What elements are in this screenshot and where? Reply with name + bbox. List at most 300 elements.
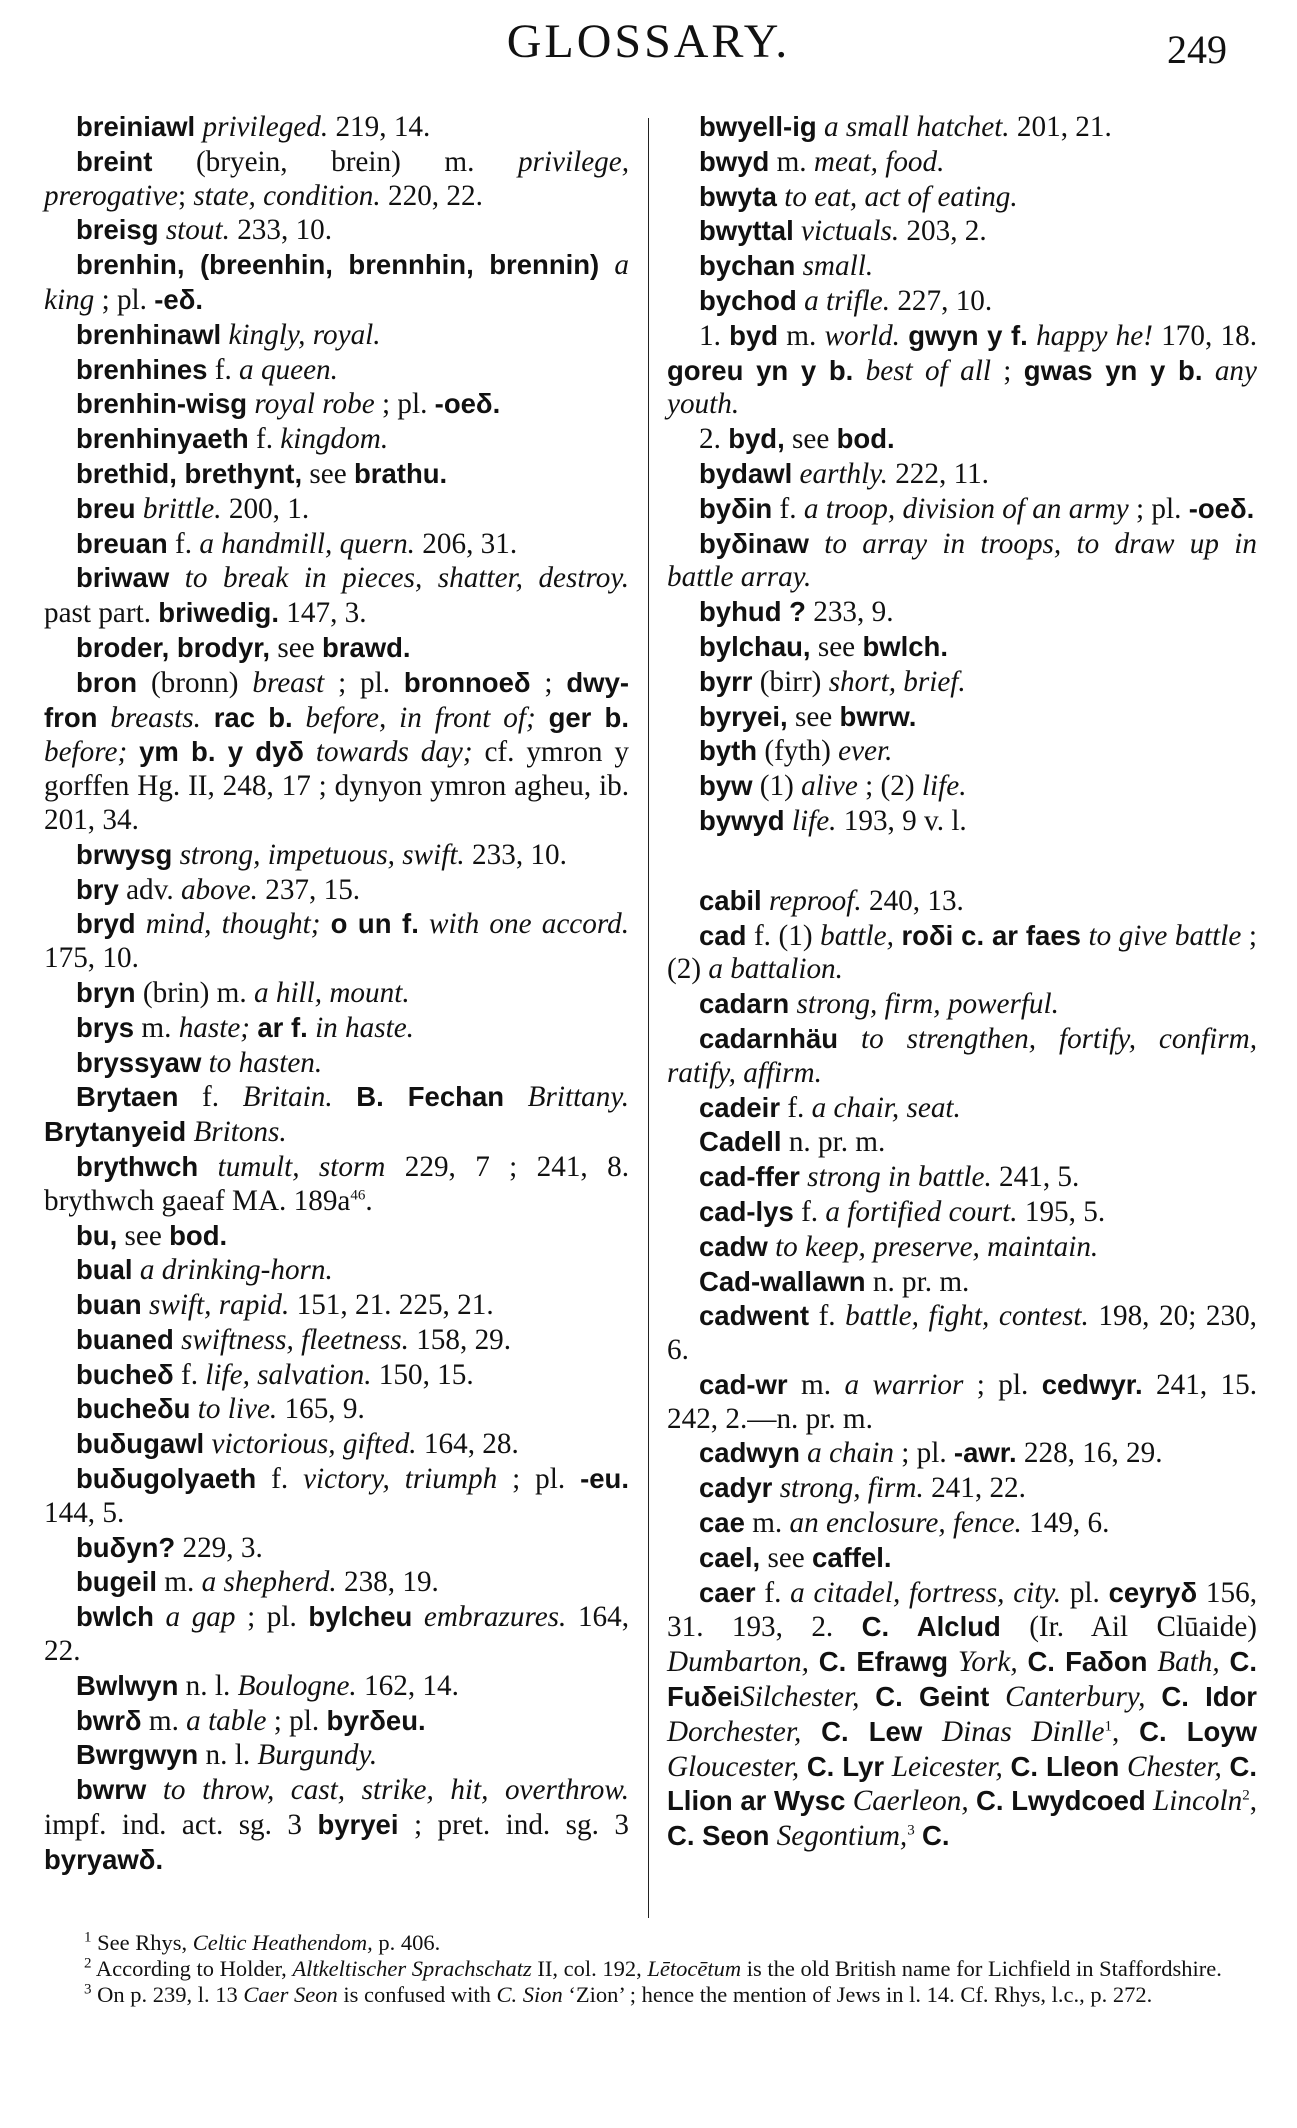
section-gap — [667, 839, 1257, 884]
gloss-text: Britons. — [186, 1116, 287, 1149]
headword: brenhin-wisg — [76, 388, 248, 420]
entry-text: 162, 14. — [356, 1669, 459, 1702]
glossary-entry — [667, 527, 1257, 596]
entry-text — [809, 1646, 819, 1678]
superscript: 1 — [1104, 1718, 1112, 1735]
entry-text: ; pl. — [963, 1368, 1042, 1401]
gloss-text: Dorchester, — [667, 1715, 802, 1748]
gloss-text: strong, impetuous, swift. — [172, 838, 465, 871]
headword: briwedig. — [158, 597, 279, 629]
footnote — [44, 1930, 1259, 1956]
entry-text: ; pl. — [893, 1437, 954, 1470]
glossary-entry — [667, 919, 1257, 988]
page-number: 249 — [1167, 27, 1227, 72]
superscript: 1 — [84, 1929, 92, 1946]
superscript: 3 — [84, 1981, 92, 1998]
gloss-text: Bath, — [1147, 1646, 1220, 1679]
superscript: 3 — [907, 1822, 915, 1839]
entry-text: impf. ind. act. sg. 3 — [44, 1809, 318, 1842]
headword: buδugolyaeth — [76, 1463, 257, 1495]
glossary-entry — [667, 1368, 1257, 1437]
entry-text: 220, 22. — [380, 179, 483, 212]
glossary-entry — [44, 873, 629, 908]
gloss-text: a hill, mount. — [253, 976, 410, 1009]
headword: cad-lys — [699, 1195, 794, 1227]
gloss-text: meat, food. — [813, 145, 945, 178]
glossary-entry — [44, 1600, 629, 1669]
glossary-entry — [667, 319, 1257, 422]
glossary-entry — [667, 249, 1257, 284]
headword: C. Seon — [667, 1820, 770, 1852]
glossary-entry — [667, 180, 1257, 215]
headword: bryssyaw — [76, 1046, 202, 1078]
entry-text: See Rhys, — [91, 1930, 193, 1955]
headword: breu — [76, 492, 136, 524]
gloss-text: a troop, division of an army — [803, 492, 1129, 525]
entry-text: 165, 9. — [277, 1393, 365, 1426]
glossary-entry — [667, 110, 1257, 145]
gloss-text: Burgundy. — [257, 1739, 378, 1772]
gloss-text: state, condition. — [193, 179, 381, 212]
gloss-text: Canterbury, — [989, 1681, 1146, 1714]
entry-text: 200, 1. — [221, 492, 310, 525]
headword: ym b. y dyδ — [139, 736, 304, 768]
entry-text: pl. — [1061, 1576, 1109, 1609]
headword: brwysg — [76, 838, 173, 870]
headword: bual — [76, 1254, 133, 1286]
gloss-text: to break in pieces, shatter, destroy. — [169, 562, 629, 595]
headword: breiniawl — [76, 111, 196, 142]
glossary-entry — [44, 213, 629, 248]
glossary-entry — [667, 987, 1257, 1022]
headword: bugeil — [76, 1566, 157, 1598]
entry-text: According to Holder, — [91, 1956, 293, 1981]
glossary-entry — [667, 1265, 1257, 1300]
entry-text: . — [365, 1184, 373, 1217]
entry-text: f. — [207, 353, 240, 386]
headword: bwrw. — [839, 700, 917, 732]
gloss-text: life. — [921, 770, 967, 803]
headword: Bwlwyn — [76, 1669, 179, 1701]
gloss-text: before; — [44, 736, 128, 769]
glossary-entry — [667, 1576, 1257, 1854]
entry-text: 193, 9 v. l. — [836, 804, 967, 837]
headword: bwlch — [76, 1601, 154, 1633]
headword: bychan — [699, 250, 796, 282]
entry-text: see — [117, 1219, 170, 1252]
entry-text — [859, 1681, 875, 1713]
headword: bywyd — [699, 804, 785, 836]
headword: bwyell-ig — [699, 111, 817, 142]
gloss-text: swiftness, fleetness. — [173, 1323, 409, 1356]
headword: brys — [76, 1011, 135, 1043]
headword: bucheδu — [76, 1393, 191, 1425]
entry-text: ; pl. — [374, 388, 435, 421]
entry-text: 149, 6. — [1021, 1507, 1110, 1540]
entry-text: 147, 3. — [279, 597, 367, 630]
gloss-text: to strengthen, fortify, confirm, ratify, affirm. — [667, 1022, 1257, 1089]
headword: byhud ? — [699, 596, 806, 628]
entry-text: On p. 239, l. 13 — [91, 1982, 244, 2007]
glossary-entry — [667, 665, 1257, 700]
headword: buan — [76, 1289, 142, 1321]
gloss-text: victorious, gifted. — [204, 1428, 417, 1461]
gloss-text: life, salvation. — [205, 1358, 372, 1391]
entry-text: m. — [769, 145, 814, 178]
glossary-entry — [44, 1011, 629, 1046]
entry-text: 241, 5. — [991, 1161, 1080, 1194]
headword: C. Lleon — [1010, 1750, 1120, 1782]
entry-text: n. l. — [178, 1669, 238, 1702]
glossary-entry — [667, 630, 1257, 665]
headword: bwrδ — [76, 1704, 142, 1736]
headword: brenhines — [76, 353, 208, 385]
glossary-entry — [44, 1773, 629, 1877]
footnote — [44, 1982, 1259, 2008]
headword: rac b. — [213, 701, 293, 733]
gloss-text: before, in front of; — [292, 701, 536, 734]
glossary-entry — [667, 457, 1257, 492]
headword: bwyd — [699, 145, 770, 177]
entry-text: see — [784, 423, 837, 456]
headword: bryd — [76, 908, 136, 940]
glossary-entry — [667, 1125, 1257, 1160]
headword: ar f. — [257, 1011, 308, 1043]
entry-text: 164, 22. — [44, 1601, 630, 1668]
headword: cadarn — [699, 988, 790, 1020]
entry-text: n. l. — [198, 1739, 258, 1772]
headword: cadwent — [699, 1300, 810, 1332]
entry-text — [969, 1785, 976, 1817]
headword: byrr — [699, 665, 753, 697]
entry-text: 164, 28. — [416, 1428, 519, 1461]
gloss-text: a trifle. — [796, 284, 891, 317]
entry-text — [1145, 1681, 1161, 1713]
headword: cabil — [699, 884, 762, 916]
headword: cael, — [699, 1541, 761, 1573]
headword: bryn — [76, 976, 136, 1008]
glossary-entry — [44, 1253, 629, 1288]
entry-text: f. — [248, 423, 281, 456]
entry-text: II, col. 192, — [531, 1956, 648, 1981]
gloss-text: strong, firm, powerful. — [789, 988, 1059, 1021]
headword: bylchau, — [699, 630, 811, 662]
entry-text: ; pl. — [235, 1601, 309, 1634]
headword: B. Fechan — [356, 1081, 505, 1113]
glossary-entry — [44, 527, 629, 562]
headword: byδin — [699, 492, 773, 524]
glossary-entry — [667, 769, 1257, 804]
entry-text: see — [302, 457, 354, 490]
entry-text: is the old British name for Lichfield in Staffordshire. — [741, 1956, 1222, 1981]
headword: bydawl — [699, 457, 793, 489]
superscript: 2 — [84, 1955, 92, 1972]
headword: -eδ. — [154, 283, 204, 315]
glossary-entry — [667, 1022, 1257, 1091]
glossary-entry — [44, 387, 629, 422]
headword: Cadell — [699, 1126, 782, 1158]
glossary-entry — [667, 1471, 1257, 1506]
headword: cae — [699, 1507, 745, 1539]
headword: byryawδ. — [44, 1843, 164, 1875]
entry-text: 151, 21. 225, 21. — [289, 1289, 494, 1322]
glossary-entry — [44, 631, 629, 666]
headword: o un f. — [330, 908, 419, 940]
gloss-text: a queen. — [239, 353, 338, 386]
headword: cadw — [699, 1230, 768, 1262]
glossary-entry — [667, 145, 1257, 180]
entry-text: ; pl. — [266, 1704, 327, 1737]
entry-text: ; pl. — [324, 666, 404, 699]
entry-text: ; pl. — [94, 283, 155, 316]
gloss-text: Dinas Dinlle — [922, 1715, 1105, 1748]
headword: bylcheu — [308, 1601, 413, 1633]
gloss-text: to eat, act of eating. — [776, 180, 1018, 213]
gloss-text: best of all — [853, 354, 991, 387]
headword: brenhinawl — [76, 318, 222, 350]
entry-text: 233, 9. — [805, 596, 894, 629]
gloss-text: life. — [784, 804, 837, 837]
gloss-text: a king — [44, 249, 629, 316]
entry-text: ; (2) — [667, 919, 1258, 986]
headword: cad-wr — [699, 1368, 788, 1400]
gloss-text: embrazures. — [412, 1601, 567, 1634]
glossary-entry — [667, 1299, 1257, 1368]
entry-text: 227, 10. — [890, 284, 993, 317]
glossary-entry — [667, 1160, 1257, 1195]
gloss-text: strong, firm. — [772, 1472, 924, 1505]
glossary-entry — [44, 907, 629, 976]
headword: C. Alclud — [861, 1611, 1001, 1643]
gloss-text: to give battle — [1080, 919, 1242, 952]
headword: byrδeu. — [326, 1704, 426, 1736]
headword: cad — [699, 919, 747, 951]
entry-text — [900, 320, 908, 352]
entry-text: ; pl. — [1128, 492, 1189, 525]
entry-text: (birr) — [752, 665, 829, 698]
entry-text: , — [1249, 1785, 1257, 1818]
headword: -awr. — [953, 1437, 1017, 1469]
headword: brenhin, (breenhin, brennhin, brennin) — [76, 249, 600, 281]
entry-text: 222, 11. — [887, 457, 989, 490]
gloss-text: Altkeltischer Sprachschatz — [292, 1956, 532, 1981]
glossary-entry — [44, 422, 629, 457]
headword: cad-ffer — [699, 1161, 800, 1193]
glossary-entry — [667, 1195, 1257, 1230]
headword: C. Faδon — [1027, 1646, 1148, 1678]
left-column — [44, 110, 629, 1878]
entry-text: f. — [772, 492, 804, 525]
headword: C. Geint — [875, 1681, 990, 1713]
gloss-text: a drinking-horn. — [132, 1254, 333, 1287]
gloss-text: any youth. — [667, 354, 1257, 421]
entry-text — [799, 1751, 807, 1783]
entry-text: is confused with — [337, 1982, 497, 2007]
headword: buδugawl — [76, 1428, 205, 1460]
headword: caffel. — [812, 1541, 892, 1573]
headword: bwrw — [76, 1774, 147, 1806]
glossary-entry — [667, 214, 1257, 249]
gloss-text: haste; — [178, 1011, 251, 1044]
headword: C. Fuδei — [667, 1646, 1258, 1713]
entry-text: see — [760, 1541, 813, 1574]
entry-text: (fyth) — [757, 735, 839, 768]
gloss-text: mind, thought; — [135, 908, 321, 941]
headword: byw — [699, 770, 753, 802]
glossary-entry — [44, 1738, 629, 1773]
gloss-text: a battalion. — [708, 953, 843, 986]
glossary-entry — [44, 1150, 629, 1219]
glossary-entry — [44, 838, 629, 873]
footnotes — [44, 1930, 1259, 2008]
gloss-text: with one accord. — [418, 908, 629, 941]
entry-text — [333, 1081, 357, 1113]
footnote — [44, 1956, 1259, 1982]
entry-text: m. — [134, 1011, 179, 1044]
headword: byd — [729, 319, 779, 351]
headword: breisg — [76, 214, 159, 246]
headword: bucheδ — [76, 1358, 174, 1390]
headword: -eu. — [580, 1463, 629, 1495]
gloss-text: Celtic Heathendom, — [192, 1930, 373, 1955]
entry-text: 233, 10. — [229, 214, 333, 247]
headword: byδinaw — [699, 527, 809, 559]
entry-text: see — [270, 631, 322, 664]
headword: cadeir — [699, 1091, 781, 1123]
headword: C. Idor — [1161, 1681, 1258, 1713]
entry-text: ; (2) — [857, 770, 922, 803]
column-divider — [648, 118, 649, 1918]
gloss-text: to throw, cast, strike, hit, overthrow. — [146, 1774, 629, 1807]
gloss-text: breasts. — [97, 701, 201, 734]
headword: bod. — [836, 423, 895, 455]
glossary-entry — [667, 1541, 1257, 1576]
entry-text: 1. — [699, 319, 730, 352]
headword: brawd. — [321, 631, 411, 663]
headword: bron — [76, 666, 138, 698]
headword: breint — [76, 145, 153, 177]
headword: gwyn y f. — [908, 319, 1028, 351]
entry-text: p. 406. — [372, 1930, 441, 1955]
headword: byryei — [317, 1809, 399, 1841]
gloss-text: privilege, prerogative — [44, 145, 629, 212]
entry-text: 206, 31. — [414, 527, 518, 560]
entry-text — [801, 1716, 821, 1748]
entry-text: ; — [178, 179, 194, 212]
headword: ger b. — [548, 701, 629, 733]
gloss-text: stout. — [158, 214, 230, 247]
entry-text: 229, 3. — [175, 1531, 263, 1564]
running-title: GLOSSARY. — [506, 15, 791, 68]
headword: byth — [699, 735, 758, 767]
entry-text: ; — [990, 354, 1024, 387]
gloss-text: a chair, seat. — [811, 1091, 961, 1124]
gloss-text: Brittany. — [504, 1081, 630, 1114]
entry-text: 144, 5. — [44, 1496, 125, 1529]
gloss-text: happy he! — [1027, 319, 1153, 352]
gloss-text: reproof. — [761, 884, 862, 917]
headword: C. — [922, 1820, 950, 1852]
entry-text: (bronn) — [137, 666, 253, 699]
headword: C. Efrawg — [818, 1646, 949, 1678]
entry-text: 237, 15. — [257, 873, 361, 906]
gloss-text: royal robe — [247, 388, 375, 421]
glossary-entry — [44, 1358, 629, 1393]
headword: brythwch — [76, 1150, 199, 1182]
entry-text: 203, 2. — [899, 215, 987, 248]
headword: C. Loyw — [1139, 1715, 1258, 1747]
entry-text: 228, 16, 29. — [1016, 1437, 1163, 1470]
headword: bronnoeδ — [403, 666, 531, 698]
gloss-text: alive — [801, 770, 858, 803]
glossary-entry — [667, 284, 1257, 319]
gloss-text: an enclosure, fence. — [789, 1507, 1022, 1540]
entry-text: f. — [755, 1576, 791, 1609]
entry-text: 240, 13. — [861, 884, 964, 917]
headword: bu, — [76, 1219, 118, 1251]
headword: bod. — [169, 1219, 228, 1251]
entry-text: 198, 20; 230, 6. — [667, 1300, 1257, 1367]
gloss-text: to live. — [190, 1393, 278, 1426]
glossary-entry — [44, 1392, 629, 1427]
headword: brenhinyaeth — [76, 423, 249, 455]
entry-text: f. — [173, 1358, 206, 1391]
entry-text: ; pret. ind. sg. 3 — [398, 1809, 629, 1842]
headword: bwyttal — [699, 215, 794, 247]
headword: ceyryδ — [1108, 1576, 1198, 1608]
glossary-entry — [667, 422, 1257, 457]
glossary-entry — [667, 595, 1257, 630]
headword: goreu yn y b. — [667, 354, 854, 386]
superscript: 2 — [1242, 1787, 1250, 1804]
glossary-entry — [44, 1669, 629, 1704]
gloss-text: swift, rapid. — [141, 1289, 290, 1322]
headword: bychod — [699, 284, 797, 316]
glossary-entry — [44, 145, 629, 214]
headword: C. Lwydcoed — [976, 1785, 1146, 1817]
entry-text: m. — [141, 1704, 187, 1737]
gloss-text: Lincoln — [1145, 1785, 1243, 1818]
entry-text: ; — [530, 666, 567, 699]
glossary-entry — [667, 734, 1257, 769]
entry-text — [320, 908, 330, 940]
glossary-entry — [667, 804, 1257, 839]
glossary-entry — [667, 1436, 1257, 1471]
gloss-text: Dumbarton, — [667, 1646, 809, 1679]
headword: C. Lyr — [806, 1750, 885, 1782]
gloss-text: brittle. — [135, 492, 222, 525]
entry-text: 2. — [699, 423, 729, 456]
glossary-entry — [44, 248, 629, 318]
gloss-text: a gap — [153, 1601, 236, 1634]
entry-text: ‘Zion’ ; hence the mention of Jews in l. 14. Cf. Rhys, l.c., p. 272. — [562, 1982, 1153, 2007]
glossary-entry — [44, 110, 629, 145]
headword: gwas yn y b. — [1023, 354, 1203, 386]
entry-text — [1018, 1646, 1028, 1678]
headword: bwlch. — [862, 630, 948, 662]
gloss-text: Caer Seon — [243, 1982, 338, 2007]
headword: buaned — [76, 1323, 174, 1355]
headword: -oeδ. — [1188, 492, 1255, 524]
gloss-text: Gloucester, — [667, 1750, 800, 1783]
gloss-text: Leicester, — [884, 1750, 1003, 1783]
entry-text: (bryein, brein) m. — [152, 145, 518, 178]
glossary-entry — [44, 976, 629, 1011]
headword: cadarnhäu — [699, 1022, 839, 1054]
gloss-text: C. Sion — [496, 1982, 563, 2007]
headword: C. Lew — [821, 1715, 923, 1747]
headword: caer — [699, 1576, 756, 1608]
